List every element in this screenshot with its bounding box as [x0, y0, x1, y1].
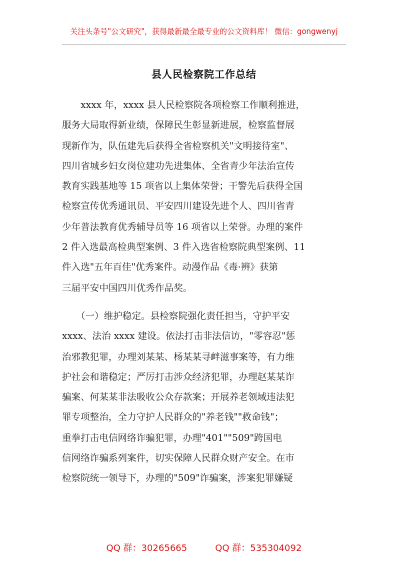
paragraph-line: （一）维护稳定。县检察院强化责任担当，守护平安 — [62, 310, 290, 322]
paragraph-line: 教育实践基地等 15 项省以上集体荣誉；干警先后获得全国 — [62, 181, 303, 193]
header-banner: 关注头条号"公文研究"，获得最新最全最专业的公文资料库！ 微信：gongwenyj — [70, 27, 338, 36]
footer-qq-group-1: QQ 群：30265665 — [106, 544, 188, 554]
document-title: 县人民检察院工作总结 — [151, 70, 257, 81]
header-divider — [62, 44, 346, 45]
paragraph-gap — [62, 299, 346, 307]
paragraph-1 — [62, 96, 346, 299]
paragraph-line: 护社会和谐稳定；严厉打击涉众经济犯罪，办理赵某某诈 — [62, 371, 295, 383]
footer-qq-group-2: QQ 群：535304092 — [215, 544, 302, 554]
paragraph-line: 治邪教犯罪，办理刘某某、杨某某寻衅滋事案等，有力维 — [62, 351, 295, 363]
paragraph-line: 信网络诈骗系列案件，切实保障人民群众财产安全。在市 — [62, 453, 295, 465]
paragraph-line: 少年普法教育优秀辅导员等 16 项省以上荣誉。办理的案件 — [62, 221, 303, 233]
paragraph-2 — [62, 307, 346, 490]
paragraph-line: 四川省城乡妇女岗位建功先进集体、全省青少年法治宣传 — [62, 160, 295, 172]
document-body — [62, 96, 346, 490]
paragraph-line: 检察宣传优秀通讯员、平安四川建设先进个人、四川省青 — [62, 201, 295, 213]
paragraph-line: 三届平安中国四川优秀作品奖。 — [62, 282, 193, 294]
paragraph-line: 现新作为，队伍建先后获得全省检察机关"文明接待室"、 — [62, 140, 294, 152]
paragraph-line: 2 件入选最高检典型案例、3 件入选省检察院典型案例、11 — [62, 242, 306, 254]
paragraph-line: 件入选"五年百佳"优秀案件。动漫作品《毒·辨》获第 — [62, 262, 279, 274]
paragraph-line: 检察院统一领导下，办理的"509"诈骗案，涉案犯罪嫌疑 — [62, 473, 293, 485]
footer-contact — [0, 541, 408, 554]
paragraph-line: xxxx 年，xxxx 县人民检察院各项检察工作顺利推进， — [62, 100, 306, 111]
paragraph-line: 重拳打击电信网络诈骗犯罪，办理"401""509"跨国电 — [62, 432, 282, 444]
paragraph-line: 罪专项整治，全力守护人民群众的"养老钱""救命钱"； — [62, 412, 284, 424]
paragraph-line: xxxx、法治 xxxx 建设。依法打击非法信访，"零容忍"惩 — [62, 331, 296, 343]
paragraph-line: 骗案、何某某非法吸收公众存款案；开展养老领域违法犯 — [62, 392, 295, 404]
paragraph-line: 服务大局取得新业绩，保障民生彰显新进展，检察监督展 — [62, 120, 295, 132]
